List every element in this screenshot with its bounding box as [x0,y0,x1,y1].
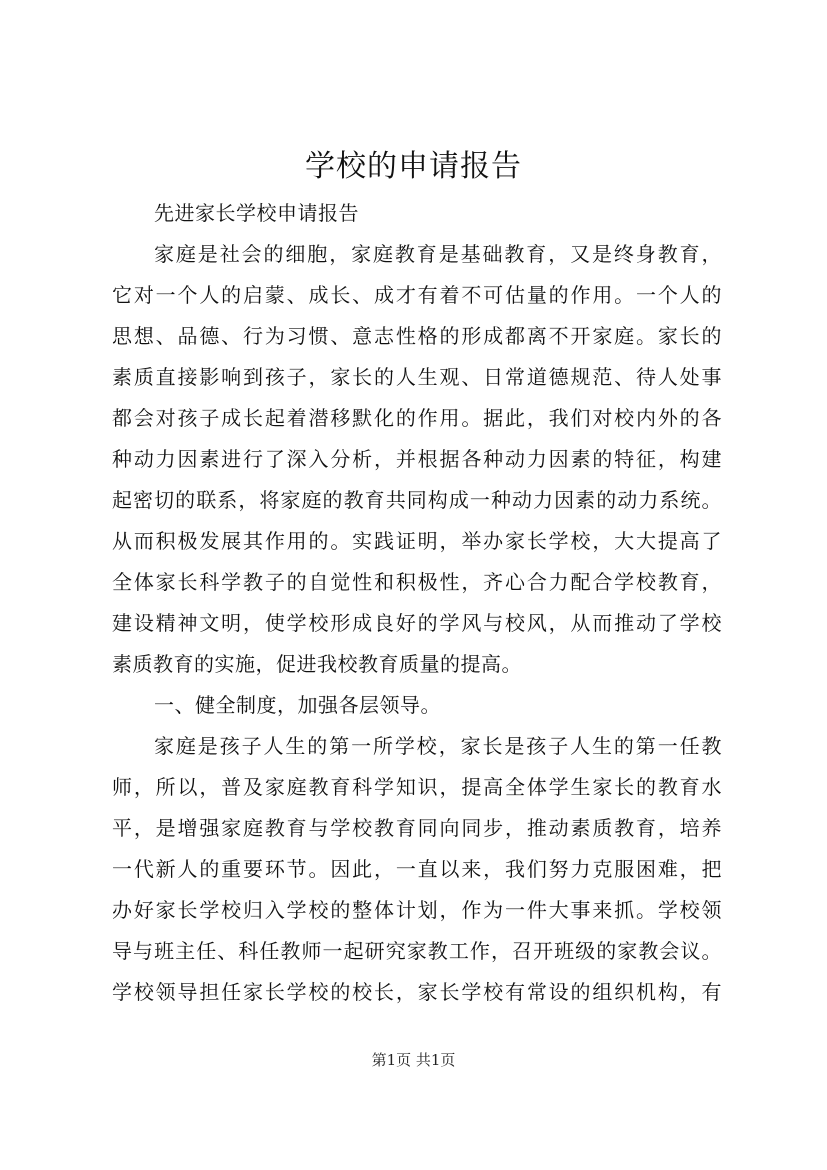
body-line: 办好家长学校归入学校的整体计划，作为一件大事来抓。学校领 [112,898,722,922]
body-line: 一代新人的重要环节。因此，一直以来，我们努力克服困难，把 [112,857,722,881]
body-line: 从而积极发展其作用的。实践证明，举办家长学校，大大提高了 [112,529,722,553]
body-line: 一、健全制度，加强各层领导。 [154,693,441,717]
body-line: 思想、品德、行为习惯、意志性格的形成都离不开家庭。家长的 [112,324,722,348]
body-line: 都会对孩子成长起着潜移默化的作用。据此，我们对校内外的各 [112,406,722,430]
body-line: 家庭是社会的细胞，家庭教育是基础教育，又是终身教育， [154,242,722,266]
body-line: 素质教育的实施，促进我校教育质量的提高。 [112,652,522,676]
page-footer: 第1页 共1页 [371,1051,456,1069]
document-title: 学校的申请报告 [305,149,522,184]
body-line: 建设精神文明，使学校形成良好的学风与校风，从而推动了学校 [112,611,722,635]
body-line: 它对一个人的启蒙、成长、成才有着不可估量的作用。一个人的 [112,283,722,307]
body-line: 全体家长科学教子的自觉性和积极性，齐心合力配合学校教育， [112,570,722,594]
body-line: 师，所以，普及家庭教育科学知识，提高全体学生家长的教育水 [112,775,722,799]
body-line: 学校领导担任家长学校的校长，家长学校有常设的组织机构，有 [112,980,722,1004]
body-line: 起密切的联系，将家庭的教育共同构成一种动力因素的动力系统。 [112,488,722,512]
body-line: 种动力因素进行了深入分析，并根据各种动力因素的特征，构建 [112,447,722,471]
body-line: 素质直接影响到孩子，家长的人生观、日常道德规范、待人处事 [112,365,722,389]
body-line: 平，是增强家庭教育与学校教育同向同步，推动素质教育，培养 [112,816,722,840]
body-line: 导与班主任、科任教师一起研究家教工作，召开班级的家教会议。 [112,939,722,963]
body-line: 家庭是孩子人生的第一所学校，家长是孩子人生的第一任教 [154,734,722,758]
body-line: 先进家长学校申请报告 [154,201,359,225]
document-body [112,193,722,1013]
